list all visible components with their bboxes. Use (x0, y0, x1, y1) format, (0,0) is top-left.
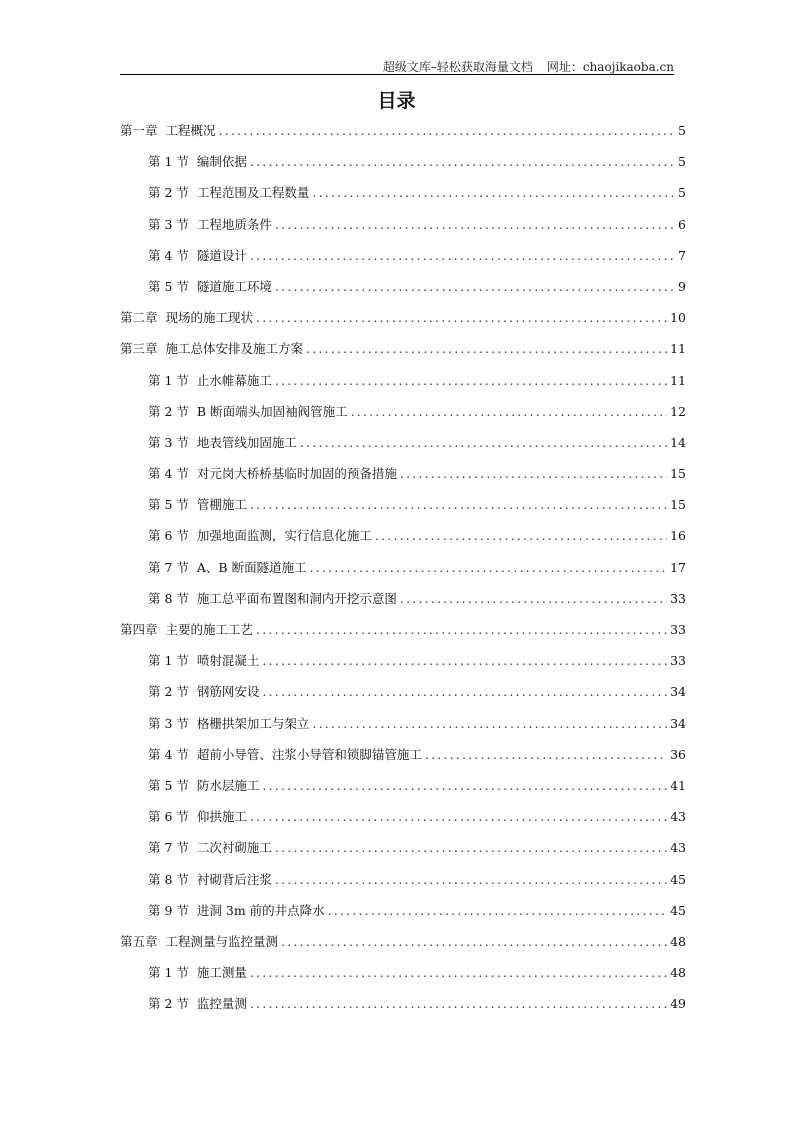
toc-entry-page: 43 (670, 840, 686, 856)
toc-entry-section[interactable] (120, 963, 686, 994)
toc-entry-number: 第 3 节 (148, 715, 189, 731)
dot-leader (250, 963, 667, 983)
toc-entry-label (148, 994, 247, 1014)
toc-entry-label (120, 121, 216, 141)
dot-leader (250, 994, 667, 1014)
toc-entry-label (148, 589, 397, 609)
toc-entry-number: 第 5 节 (148, 777, 189, 793)
header-slogan: 超级文库–轻松获取海量文档 (382, 60, 533, 74)
toc-entry-number: 第 2 节 (148, 185, 189, 201)
toc-entry-page: 17 (670, 559, 686, 575)
toc-entry-number: 第 7 节 (148, 559, 189, 575)
dot-leader (400, 589, 667, 609)
dot-leader (425, 745, 667, 765)
toc-entry-title: 隧道设计 (196, 247, 247, 263)
toc-entry-chapter[interactable] (120, 339, 686, 370)
toc-entry-label (148, 183, 309, 203)
toc-entry-title: 施工总体安排及施工方案 (165, 341, 304, 357)
toc-entry-page: 11 (670, 372, 686, 388)
toc-entry-page: 49 (670, 996, 686, 1012)
dot-leader (262, 682, 667, 702)
toc-entry-page: 12 (670, 403, 686, 419)
toc-entry-label (148, 277, 272, 297)
toc-entry-section[interactable] (120, 183, 686, 214)
table-of-contents (120, 121, 686, 1025)
toc-entry-number: 第 4 节 (148, 247, 189, 263)
toc-entry-title: 钢筋网安设 (196, 684, 260, 700)
toc-entry-title: 工程概况 (165, 123, 216, 138)
toc-entry-section[interactable] (120, 745, 686, 776)
toc-entry-title: 隧道施工环境 (196, 278, 272, 294)
toc-entry-section[interactable] (120, 994, 686, 1025)
toc-entry-label (148, 714, 309, 734)
toc-entry-number: 第一章 (120, 123, 158, 138)
header-rule (120, 74, 674, 75)
toc-entry-number: 第 6 节 (148, 809, 189, 825)
toc-entry-section[interactable] (120, 870, 686, 901)
toc-entry-section[interactable] (120, 901, 686, 932)
dot-leader (300, 433, 667, 453)
toc-entry-label (148, 745, 422, 765)
toc-entry-number: 第 6 节 (148, 528, 189, 544)
toc-entry-label (120, 308, 253, 328)
toc-entry-section[interactable] (120, 714, 686, 745)
toc-entry-label (148, 371, 272, 391)
toc-entry-page: 9 (678, 278, 686, 294)
toc-entry-title: 编制依据 (196, 154, 247, 170)
toc-entry-section[interactable] (120, 464, 686, 495)
toc-entry-title: B 断面端头加固袖阀管施工 (196, 403, 348, 419)
toc-entry-title: A、B 断面隧道施工 (196, 559, 307, 575)
dot-leader (275, 870, 667, 890)
toc-entry-section[interactable] (120, 433, 686, 464)
toc-entry-page: 48 (670, 933, 686, 949)
dot-leader (275, 838, 667, 858)
dot-leader (250, 152, 675, 172)
toc-entry-page: 48 (670, 965, 686, 981)
dot-leader (262, 651, 667, 671)
toc-entry-title: 对元岗大桥桥基临时加固的预备措施 (196, 466, 397, 482)
toc-entry-number: 第 3 节 (148, 216, 189, 232)
toc-entry-page: 34 (670, 715, 686, 731)
toc-entry-page: 33 (670, 653, 686, 669)
toc-entry-number: 第四章 (120, 622, 158, 637)
toc-entry-page: 45 (670, 871, 686, 887)
toc-entry-label (148, 433, 297, 453)
toc-entry-section[interactable] (120, 246, 686, 277)
toc-entry-title: 工程地质条件 (196, 216, 272, 232)
toc-entry-number: 第 8 节 (148, 590, 189, 606)
toc-entry-title: 喷射混凝土 (196, 653, 260, 669)
toc-entry-number: 第 1 节 (148, 653, 189, 669)
dot-leader (281, 932, 667, 952)
toc-entry-title: 管棚施工 (196, 497, 247, 513)
header-website: 网址：chaojikaoba.cn (546, 60, 674, 74)
dot-leader (256, 620, 667, 640)
toc-entry-label (148, 464, 397, 484)
toc-entry-title: 施工总平面布置图和洞内开挖示意图 (196, 590, 397, 606)
dot-leader (306, 339, 667, 359)
toc-entry-number: 第五章 (120, 933, 158, 949)
toc-entry-number: 第 9 节 (148, 902, 189, 918)
dot-leader (250, 246, 675, 266)
toc-entry-chapter[interactable] (120, 620, 686, 651)
dot-leader (351, 402, 668, 422)
toc-entry-title: 工程测量与监控量测 (165, 933, 279, 949)
toc-entry-section[interactable] (120, 402, 686, 433)
dot-leader (256, 308, 667, 328)
toc-entry-number: 第二章 (120, 310, 158, 326)
toc-entry-section[interactable] (120, 838, 686, 869)
toc-entry-label (148, 963, 247, 983)
dot-leader (275, 277, 675, 297)
toc-entry-section[interactable] (120, 651, 686, 682)
dot-leader (250, 495, 667, 515)
toc-entry-page: 14 (670, 434, 686, 450)
toc-entry-section[interactable] (120, 215, 686, 246)
toc-entry-title: 监控量测 (196, 996, 247, 1012)
toc-entry-title: 衬砌背后注浆 (196, 871, 272, 887)
toc-entry-chapter[interactable] (120, 308, 686, 339)
toc-entry-number: 第 4 节 (148, 466, 189, 482)
toc-entry-title: 格栅拱架加工与架立 (196, 715, 310, 731)
toc-entry-page: 5 (678, 123, 686, 138)
toc-entry-page: 15 (670, 466, 686, 482)
dot-leader (328, 901, 667, 921)
toc-entry-number: 第 4 节 (148, 746, 189, 762)
toc-entry-number: 第 1 节 (148, 965, 189, 981)
toc-entry-page: 36 (670, 746, 686, 762)
dot-leader (400, 464, 667, 484)
toc-entry-page: 5 (678, 185, 686, 201)
dot-leader (312, 183, 675, 203)
page-header (120, 58, 674, 75)
toc-entry-label (120, 932, 278, 952)
dot-leader (275, 215, 675, 235)
toc-entry-title: 二次衬砌施工 (196, 840, 272, 856)
toc-entry-title: 施工测量 (196, 965, 247, 981)
toc-entry-page: 7 (678, 247, 686, 263)
toc-entry-label (148, 651, 259, 671)
toc-entry-number: 第三章 (120, 341, 158, 357)
toc-entry-title: 防水层施工 (196, 777, 260, 793)
toc-entry-chapter[interactable] (120, 121, 686, 152)
toc-entry-label (148, 838, 272, 858)
toc-entry-page: 5 (678, 154, 686, 170)
dot-leader (262, 776, 667, 796)
toc-entry-section[interactable] (120, 776, 686, 807)
toc-entry-section[interactable] (120, 277, 686, 308)
toc-entry-page: 43 (670, 809, 686, 825)
toc-entry-page: 33 (670, 590, 686, 606)
toc-entry-label (120, 620, 253, 640)
toc-entry-section[interactable] (120, 682, 686, 713)
dot-leader (275, 371, 667, 391)
toc-entry-page: 16 (670, 528, 686, 544)
toc-entry-page: 45 (670, 902, 686, 918)
toc-entry-page: 15 (670, 497, 686, 513)
dot-leader (219, 121, 676, 141)
dot-leader (312, 714, 667, 734)
toc-entry-number: 第 2 节 (148, 996, 189, 1012)
toc-entry-label (148, 402, 348, 422)
toc-entry-section[interactable] (120, 807, 686, 838)
toc-entry-number: 第 5 节 (148, 278, 189, 294)
toc-entry-page: 33 (670, 622, 686, 637)
toc-entry-number: 第 1 节 (148, 154, 189, 170)
toc-entry-title: 仰拱施工 (196, 809, 247, 825)
toc-entry-number: 第 5 节 (148, 497, 189, 513)
dot-leader (375, 526, 667, 546)
toc-entry-label (148, 526, 372, 546)
toc-entry-label (148, 215, 272, 235)
toc-entry-number: 第 2 节 (148, 403, 189, 419)
toc-entry-number: 第 8 节 (148, 871, 189, 887)
toc-entry-section[interactable] (120, 558, 686, 589)
toc-entry-number: 第 2 节 (148, 684, 189, 700)
toc-entry-label (148, 870, 272, 890)
toc-entry-label (148, 152, 247, 172)
toc-entry-title: 止水帷幕施工 (196, 372, 272, 388)
toc-entry-label (148, 246, 247, 266)
toc-entry-title: 超前小导管、注浆小导管和锁脚锚管施工 (196, 746, 422, 762)
toc-entry-number: 第 7 节 (148, 840, 189, 856)
toc-entry-title: 进洞 3m 前的井点降水 (196, 902, 325, 918)
toc-entry-title: 加强地面监测，实行信息化施工 (196, 528, 372, 544)
toc-entry-page: 6 (678, 216, 686, 232)
toc-entry-number: 第 1 节 (148, 372, 189, 388)
toc-entry-page: 34 (670, 684, 686, 700)
toc-entry-chapter[interactable] (120, 932, 686, 963)
toc-entry-label (148, 682, 259, 702)
dot-leader (250, 807, 667, 827)
toc-entry-label (120, 339, 303, 359)
toc-entry-title: 主要的施工工艺 (165, 622, 254, 637)
toc-entry-label (148, 558, 307, 578)
toc-entry-section[interactable] (120, 526, 686, 557)
toc-entry-number: 第 3 节 (148, 434, 189, 450)
toc-entry-label (148, 807, 247, 827)
toc-entry-section[interactable] (120, 371, 686, 402)
toc-entry-page: 10 (670, 310, 686, 326)
toc-entry-section[interactable] (120, 495, 686, 526)
page-title: 目录 (377, 90, 416, 112)
toc-entry-label (148, 901, 325, 921)
toc-entry-section[interactable] (120, 152, 686, 183)
toc-entry-section[interactable] (120, 589, 686, 620)
toc-entry-title: 现场的施工现状 (165, 310, 254, 326)
toc-entry-page: 41 (670, 777, 686, 793)
dot-leader (310, 558, 668, 578)
toc-entry-title: 工程范围及工程数量 (196, 185, 310, 201)
toc-entry-label (148, 776, 259, 796)
toc-entry-page: 11 (670, 341, 686, 357)
toc-entry-title: 地表管线加固施工 (196, 434, 297, 450)
toc-entry-label (148, 495, 247, 515)
